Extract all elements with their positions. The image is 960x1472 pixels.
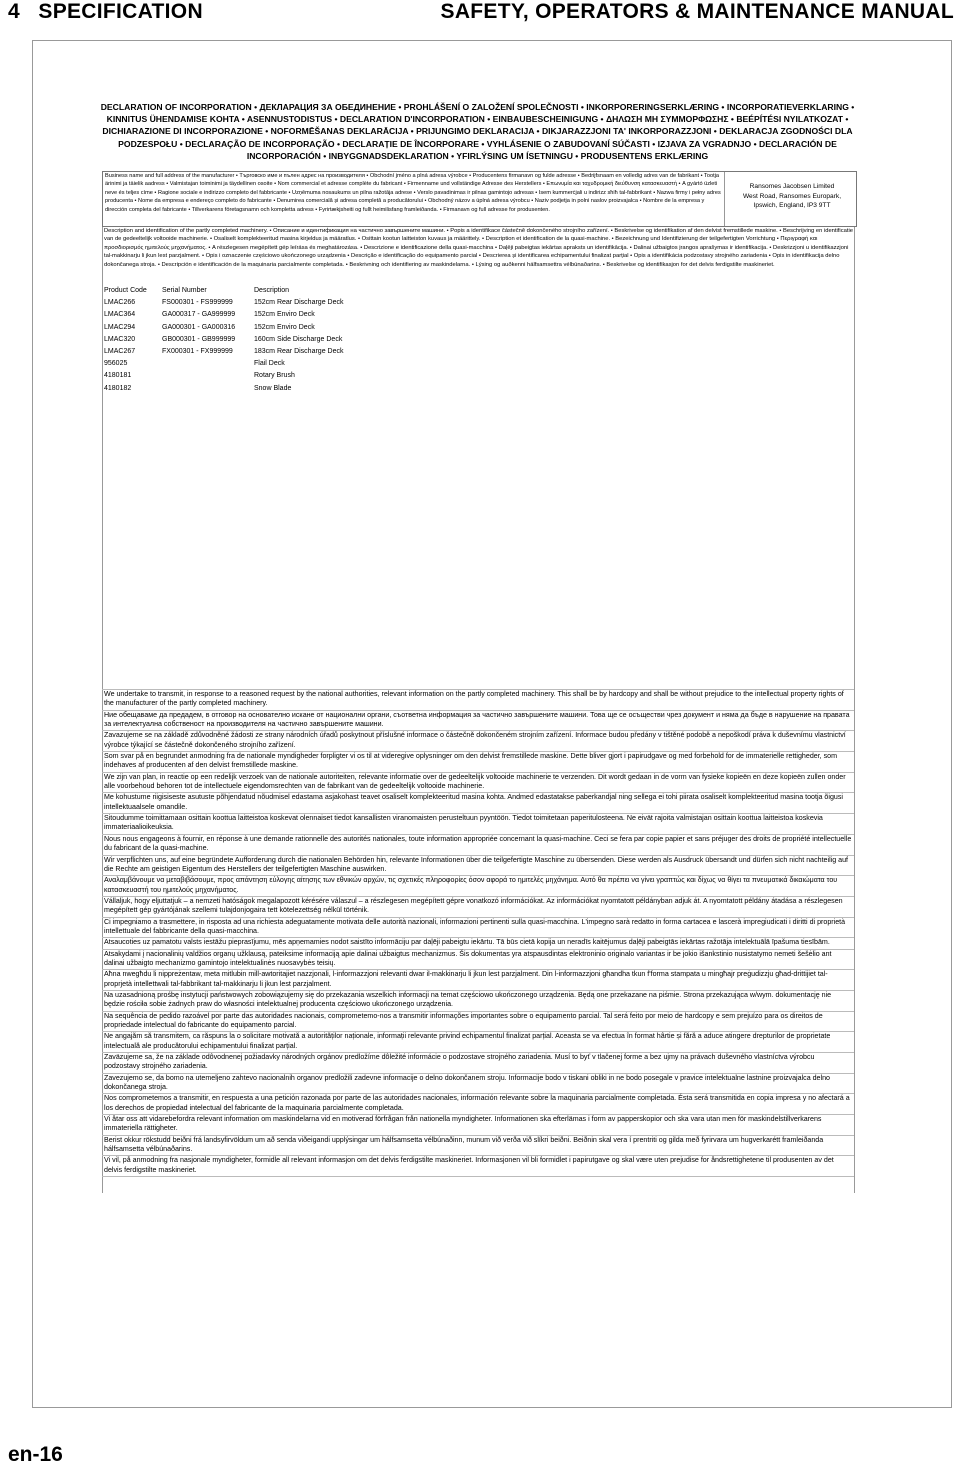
header-product-code: Product Code — [104, 287, 147, 294]
section-number: 4 SPECIFICATION — [8, 0, 203, 23]
address-line: Ransomes Jacobsen Limited — [749, 183, 835, 190]
serial-number: GA000317 - GA999999 — [162, 311, 236, 319]
table-row — [103, 370, 383, 382]
serial-number: FX000301 - FX999999 — [162, 347, 233, 355]
undertaking-paragraph: Sitoudumme toimittamaan osittain koottua laitteistoa koskevat olennaiset tiedot kansallisten viranomaisten perusteltuun pyyntöön. Tiedot toimitetaan paperitulosteena. Ne eivät rajoita valmistajan osittain koottua laitteistoa koskevia immateriaalioikeuksia. — [102, 814, 854, 835]
undertaking-paragraph: Berist okkur rökstudd beiðni frá landsyfirvöldum um að senda viðeigandi upplýsingar um hálfsamsetta vélbúnaðinn, munum við verða við slíkri beiðni. Beiðnin skal vera í prentriti og gilda með fyrirvara um hugverkarétt framleiðanda hálfsamsetta vélbúnaðarins. — [102, 1136, 854, 1157]
address-line: West Road, Ransomes Europark, — [742, 192, 842, 200]
page-number: en-16 — [8, 1443, 63, 1466]
header-description: Description — [254, 287, 290, 294]
product-description: Rotary Brush — [254, 372, 295, 380]
undertaking-paragraph: Atsakydami į nacionalinių valdžios organų užklausą, pateiksime informaciją apie dalinai užbaigtus mechanizmus. Šis dokumentas yra atspausdintas elektroninio originalo variantas ir be jokio išankstinio nusistatymo nemeti šešėlio ant dalinai užbaigto mechanizmo gamintojo intelektualinės nuosavybės teisių. — [102, 950, 854, 971]
table-row — [103, 297, 383, 309]
table-row — [103, 346, 383, 358]
description-label: Description and identification of the partly completed machinery. • Описание и идентификация на частично завършените машини. • Popis a identifikace částečně dokončeného strojního zařízení. • Beskrivelse og identifikation af den delvist fremstillede maskine. • Beschrijving en identificatie van de gedeeltelijk voltooide machinerie. • Osaliselt komplekteeritud masina kirjeldus ja määratlus. • Osittain kootun laitteiston kuvaus ja määrittely. • Description et identification de la quasi-machine. • Bezeichnung und Identifizierung der teilgefertigten Vorrichtung • Περιγραφή και προσδιορισμός ημιτελούς μηχανήματος. • A részlegesen megépített gép leírása és meghatározása. • Descrizione e identificazione della quasi-macchina • Daļēji pabeigtas iekārtas apraksts un identifikācija. • Dalinai užbaigtos įrangos aprašymas ir identifikacija. • Deskrizzjoni u identifikazzjoni tal-makkinarju li jkun lest parzjalment. • Opis i oznaczenie częściowo ukończonego urządzenia • Descrição e identificação do equipamento parcial • Descrierea și identificarea echipamentului finalizat parțial • Opis a identifikácia podzostavy strojného zariadenia • Opis in identifikacija delno dokončanega stroja. • Descripción e identificación de la maquinaria parcialmente completada. • Beskrivning och identifiering av maskindelarna. • Lýsing og auðkenni hálfsamsettra vélbúnaðarins. • Beskrivelse og identifikasjon for det delvis ferdigstilte maskineriet. — [104, 228, 853, 268]
manufacturer-label: Business name and full address of the manufacturer • Търговско име и пълен адрес на производителя • Obchodní jméno a plná adresa výrobce • Producentens firmanavn og fulde adresse • Bedrijfsnaam en volledig adres van de fabrikant • Tootja ärinimi ja täielik aadress • Valmistajan toiminimi ja täydellinen osoite • Nom commercial et adresse complète du fabricant • Firmenname und vollständige Adresse des Herstellers • Επωνυμία και ταχυδρομική διεύθυνση κατασκευαστή • A gyártó üzleti neve és teljes címe • Ragione sociale e indirizzo completo del fabbricante • Uzņēmuma nosaukums un pilna ražotāja adrese • Verslo pavadinimas ir pilnas gamintojo adresas • Isem kummerċjali u indirizz sħiħ tal-fabbrikant • Nazwa firmy i pełny adres producenta • Nome da empresa e endereço completo do fabricante • Denumirea comercială și adresa completă a producătorului • Obchodný názov a úplná adresa výrobcu • Naziv podjetja in polni naslov proizvajalca • Nombre de la empresa y dirección completa del fabricante • Tillverkarens företagsnamn och kompletta adress • Fyrirtækjsheiti og fullt heimilisfang framleiðanda. • Firmanavn og full adresse for produsenten. — [105, 173, 721, 213]
table-row — [103, 358, 383, 370]
undertaking-paragraph: Vi åtar oss att vidarebefordra relevant information om maskindelarna vid en motiverad förfrågan från nationella myndigheter. Informationen ska efterlämas i form av papperskopior och ska vara utan men för maskindelstillverkarens immateriella rättigheter. — [102, 1115, 854, 1136]
product-code: 956025 — [104, 360, 128, 368]
undertaking-paragraph: Na sequência de pedido razoável por parte das autoridades nacionais, comprometemo-nos a transmitir informações importantes sobre o equipamento parcial. Tal será feito por meio de hardcopy e sem prejuízo para os direitos de propriedade intelectual do fabricante do equipamento parcial. — [102, 1012, 854, 1033]
serial-number: FS000301 - FS999999 — [162, 299, 233, 307]
manufacturer-address — [728, 182, 856, 211]
product-description: 152cm Rear Discharge Deck — [254, 299, 344, 307]
table-row — [103, 383, 383, 395]
product-code: LMAC320 — [104, 335, 136, 343]
section-title: SPECIFICATION — [38, 0, 203, 23]
vertical-divider — [724, 172, 725, 226]
undertaking-paragraph: Wir verpflichten uns, auf eine begründete Aufforderung durch die nationalen Behörden hin, relevante Informationen über die teilgefertigte Maschine zu übersenden. Diese werden als Ausdruck übersandt und dürfen sich nicht nachteilig auf die Rechte am geistigen Eigentum des Herstellers der teilgefertigten Maschine auswirken. — [102, 856, 854, 877]
undertaking-paragraph: We zijn van plan, in reactie op een redelijk verzoek van de nationale autoriteiten, relevante informatie over de gedeeltelijk voltooide machinerie te verzenden. Dit wordt gedaan in de vorm van fysieke kopieën en deze kopieën zullen onder alle voorbehoud behoren tot de intellectuele eigendomsrechten van de fabrikant van de gedeeltelijk voltooide machinerie. — [102, 773, 854, 794]
undertaking-paragraph: Me kohustume riigisiseste asutuste põhjendatud nõudmisel edastama asjakohast teavet osaliselt komplekteeritud masina kohta. Andmed edastatakse paberkandjal ning sellega ei tohi piirata osaliselt komplekteeritud masina tootja õigusi intellektuaalsele omandile. — [102, 793, 854, 814]
product-code: LMAC266 — [104, 299, 136, 307]
undertaking-paragraph: Na uzasadnioną prośbę instytucji państwowych zobowiązujemy się do przekazania wszelkich informacji na temat częściowo ukończonego urządzenia. Będą one przekazane na piśmie. Strona przekazująca w/wym. dokumentację nie będzie rościła sobie żadnych praw do własności intelektualnej producenta częściowo ukończonego urządzenia. — [102, 991, 854, 1012]
serial-number: GA000301 - GA000316 — [162, 323, 236, 331]
undertaking-paragraph: Aħna nwegħdu li nippreżentaw, meta mitlubin mill-awtoritajiet nazzjonali, l-informazzjoni relevanti dwar il-makkinarju li jkun lest parzjalment. Din l-informazzjoni għandha tkun f'forma stampata u mingħajr preġudizzju għad-drittijiet tal-proprjetà intellettwali tal-fabbrikant tal-makkinarju li jkun lest parzjalment. — [102, 970, 854, 991]
table-row — [103, 309, 383, 321]
undertaking-paragraph: Ci impegniamo a trasmettere, in risposta ad una richiesta adeguatamente motivata delle autorità nazionali, informazioni pertinenti sulla quasi-macchina. L'impegno sarà redatto in forma cartacea e lascerà impregiudicati i diritti di proprietà intellettuale del fabbricante della quasi-macchina. — [102, 918, 854, 939]
table-row — [103, 334, 383, 346]
manufacturer-box — [102, 171, 857, 227]
undertaking-paragraph: Zaväzujeme sa, že na základe odôvodnenej požiadavky národných orgánov predložíme dôležité informácie o podzostave strojného zariadenia. Musí to byť v tlačenej forme a bez ujmy na právach duševného vlastníctva výrobcu podzostavy strojného zariadenia. — [102, 1053, 854, 1074]
product-description: Snow Blade — [254, 384, 292, 392]
declaration-title: DECLARATION OF INCORPORATION • ДЕКЛАРАЦИЯ ЗА ОБЕДИНЕНИЕ • PROHLÁŠENÍ O ZALOŽENÍ SPOLEČNOSTI • INKORPORERINGSERKLÆRING • INCORPORATIEVERKLARING • KINNITUS ÜHENDAMISE KOHTA • ASENNUSTODISTUS • DECLARATION D'INCORPORATION • EINBAUBESCHEINIGUNG • ΔΗΛΩΣΗ ΜΗ ΣΥΜΜΟΡΦΩΣΗΣ • BEÉPÍTÉSI NYILATKOZAT • DICHIARAZIONE DI INCORPORAZIONE • NOFORMĒŠANAS DEKLARĀCIJA • PRIJUNGIMO DEKLARACIJA • DIKJARAZZJONI TA' INKORPORAZZJONI • DEKLARACJA ZGODNOŚCI DLA PODZESPOŁU • DECLARAÇÃO DE INCORPORAÇÃO • DECLARAȚIE DE ÎNCORPORARE • VYHLÁSENIE O ZABUDOVANÍ SÚČASTI • IZJAVA ZA VGRADNJO • DECLARACIÓN DE INCORPORACIÓN • INBYGGNADSDEKLARATION • YFIRLÝSING UM ÍSETNINGU • PRODUSENTENS ERKLÆRING — [100, 102, 855, 161]
product-code: 4180182 — [104, 384, 132, 392]
vertical-rule-right — [854, 227, 855, 1193]
table-header — [103, 285, 383, 297]
undertaking-paragraph: Αναλαμβάνουμε να μεταβιβάσουμε, προς απάντηση εύλογης αίτησης των εθνικών αρχών, τις σχετικές πληροφορίες όσον αφορά το ημιτελές μηχάνημα. Αυτό θα πρέπει να γίνει γραπτώς και δίχως να θίγει τα πνευματικά δικαιώματα του κατασκευαστή του ημιτελούς μηχανήματος. — [102, 876, 854, 897]
undertaking-paragraph: Atsaucoties uz pamatotu valsts iestāžu pieprasījumu, mēs apņemamies nodot saistīto informāciju par daļēji pabeigtu iekārtu. Tā būs cietā kopija un neradīs kaitējumus daļēji pabeigtās iekārtas ražotāja intelektuālā īpašuma tiesībām. — [102, 938, 854, 949]
product-code: LMAC364 — [104, 311, 136, 319]
undertaking-paragraph: Zavazujeme se na základě zdůvodněné žádosti ze strany národních úřadů poskytnout příslušné informace o částečně dokončeném strojním zařízení. Informace budou předány v tištěné podobě a nepoškodí práva k duševnímu vlastnictví výrobce týkající se částečně dokončeného strojního zařízení. — [102, 731, 854, 752]
product-description: 160cm Side Discharge Deck — [254, 335, 343, 343]
table-row — [103, 322, 383, 334]
product-description: 152cm Enviro Deck — [254, 323, 315, 331]
undertaking-paragraph: Vállaljuk, hogy eljuttatjuk – a nemzeti hatóságok megalapozott kérésére válaszul – a részlegesen megépített gépre vonatkozó információkat. Az információkat nyomtatott példányban adjuk át. A nyomtatott példány átadása a részlegesen megépített gép gyártójának szellemi tulajdonjogaira tett kötelezettség nélkül történik. — [102, 897, 854, 918]
product-description: 183cm Rear Discharge Deck — [254, 347, 344, 355]
product-table — [103, 285, 383, 395]
product-code: LMAC267 — [104, 347, 136, 355]
undertaking-paragraph: We undertake to transmit, in response to a reasoned request by the national authorities, relevant information on the partly completed machinery. This shall be by hardcopy and shall be without prejudice to the intellectual property rights of the manufacturer of the partly completed machinery. — [102, 689, 854, 711]
header-serial-number: Serial Number — [162, 287, 207, 294]
address-line: Ipswich, England, IP3 9TT — [753, 202, 831, 209]
undertaking-paragraph: Zavezujemo se, da bomo na utemeljeno zahtevo nacionalnih organov predložili zadevne informacije o delno dokončanem stroju. Informacije bodo v tiskani obliki in ne bodo posegale v pravice intelektualne lastnine proizvajalca delno dokončanega stroja. — [102, 1074, 854, 1095]
serial-number: GB000301 - GB999999 — [162, 335, 236, 343]
undertaking-paragraph: Vi vil, på anmodning fra nasjonale myndigheter, formidle all relevant informasjon om det delvis ferdigstilte maskineriet. Informasjonen vil bli formidlet i papirutgave og skal være uten prejudise for åndsrettighetene til produsenten av det delvis ferdigstilte maskineriet. — [102, 1156, 854, 1177]
undertakings — [102, 689, 854, 1177]
product-description: Flail Deck — [254, 360, 285, 368]
product-code: LMAC294 — [104, 323, 136, 331]
undertaking-paragraph: Ние обещаваме да предадем, в отговор на основателно искане от национални органи, съответна информация за частично завършените машини. Това ще се осъществи чрез документ и няма да бъде в нарушение на правата за интелектуална собственост на производителя на частично завършените машини. — [102, 711, 854, 732]
manual-title: SAFETY, OPERATORS & MAINTENANCE MANUAL — [440, 0, 954, 23]
undertaking-paragraph: Som svar på en begrundet anmodning fra de nationale myndigheder forpligter vi os til at videregive oplysninger om den delvist fremstillede maskine. Dette bliver gjort i papirudgave og med forbehold for de immaterielle rettigheder, som indehaves af producenten af den delvist fremstillede maskine. — [102, 752, 854, 773]
undertaking-paragraph: Ne angajăm să transmitem, ca răspuns la o solicitare motivată a autorităților naționale, informații relevante privind echipamentul finalizat parțial. Aceasta se va efectua în format hârtie și fără a aduce atingere drepturilor de proprietate intelectuală ale producătorului echipamentului finalizat parțial. — [102, 1032, 854, 1053]
product-description: 152cm Enviro Deck — [254, 311, 315, 319]
undertaking-paragraph: Nos comprometemos a transmitir, en respuesta a una petición razonada por parte de las autoridades nacionales, información relevante sobre la maquinaria parcialmente completada. Ésta será transmitida en copia impresa y no afectará a los derechos de propiedad intelectual del fabricante de la maquinaria parcialmente completada. — [102, 1094, 854, 1115]
product-code: 4180181 — [104, 372, 132, 380]
undertaking-paragraph: Nous nous engageons à fournir, en réponse à une demande rationnelle des autorités nationales, toute information appropriée concernant la quasi-machine. Ceci se fera par copie papier et sans préjuger des droits de propriété intellectuelle du fabricant de la quasi-machine. — [102, 835, 854, 856]
